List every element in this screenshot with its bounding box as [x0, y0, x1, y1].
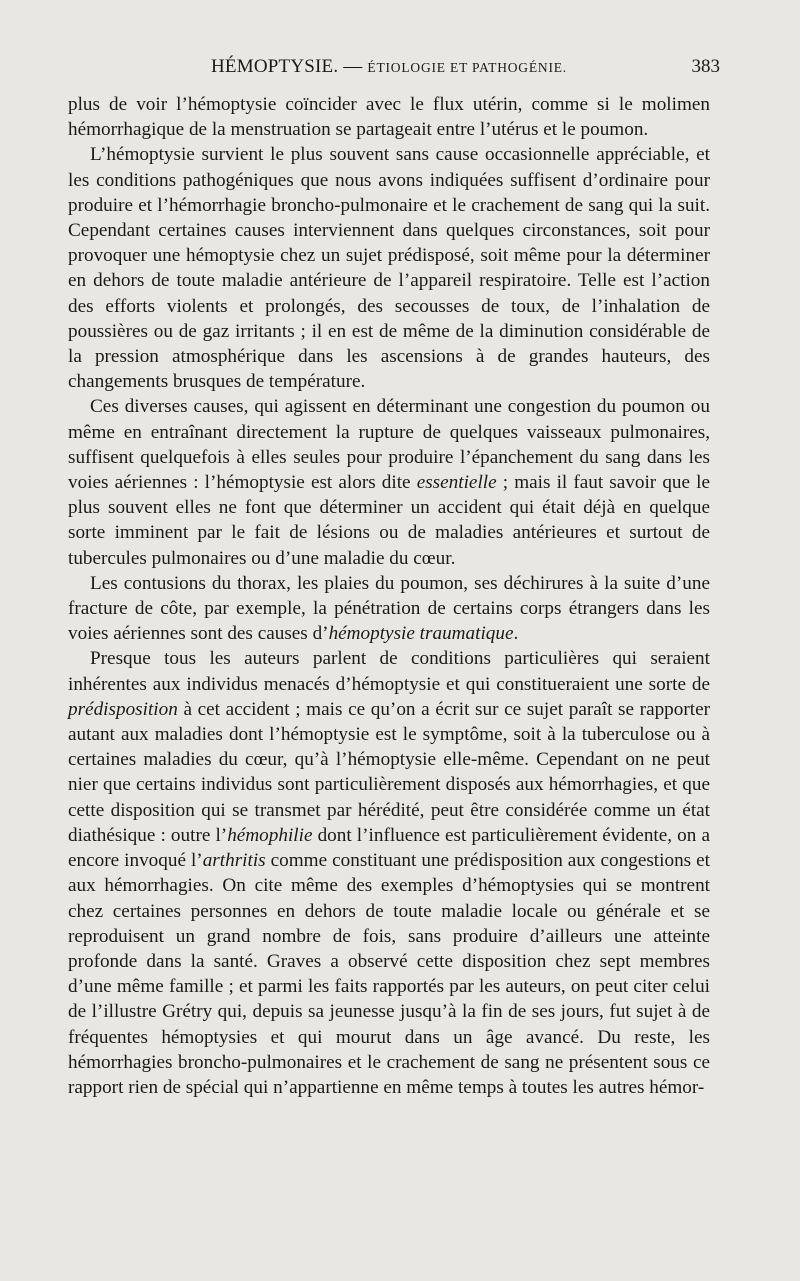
running-header: [68, 56, 720, 86]
page-number: 383: [691, 56, 720, 77]
body-text: [68, 92, 710, 1100]
text-segment: Presque tous les auteurs parlent de conditions particulières qui seraient inhérentes aux individus menacés d’hémoptysie et qui constitueraient une sorte de: [68, 648, 710, 695]
text-segment: L’hémoptysie survient le plus souvent sans cause occasionnelle appréciable, et les conditions pathogéniques que nous avons indiquées suffisent d’ordinaire pour produire et l’hémorrhagie broncho-pulmonaire et le crachement de sang qui la suit. Cependant certaines causes interviennent dans quelques circonstances, soit pour provoquer une hémoptysie chez un sujet prédisposé, soit même pour la déterminer en dehors de toute maladie antérieure de l’appareil respiratoire. Telle est l’action des efforts violents et prolongés, des secousses de toux, de l’inhalation de poussières ou de gaz irritants ; il en est de même de la diminution considérable de la pression atmosphérique dans les ascensions à de grandes hauteurs, des changements brusques de température.: [68, 144, 710, 393]
text-segment: plus de voir l’hémoptysie coïncider avec le flux utérin, comme si le molimen hémorrhagique de la menstruation se partageait entre l’utérus et le poumon.: [68, 94, 710, 141]
italic-term: prédisposition: [68, 698, 178, 720]
running-title-sub: ÉTIOLOGIE ET PATHOGÉNIE.: [367, 60, 567, 75]
paragraph: [68, 92, 710, 142]
paragraph: [68, 142, 710, 394]
italic-term: hémophilie: [227, 824, 313, 846]
text-segment: Les contusions du thorax, les plaies du poumon, ses déchirures à la suite d’une fracture de côte, par exemple, la pénétration de certains corps étrangers dans les voies aériennes sont des causes d’: [68, 572, 710, 645]
text-segment: ; mais il faut savoir que le plus souvent elles ne font que déterminer un accident qui était déjà en quelque sorte imminent par le fait de lésions ou de maladies antérieures et surtout de tubercules pulmonaires ou d’une maladie du cœur.: [68, 472, 710, 569]
italic-term: essentielle: [416, 472, 497, 494]
paragraph: [68, 571, 710, 647]
text-segment: à cet accident ; mais ce qu’on a écrit sur ce sujet paraît se rapporter autant aux maladies dont l’hémoptysie est le symptôme, soit à la tuberculose ou à certaines maladies du cœur, qu’à l’hémoptysie elle-même. Cependant on ne peut nier que certains individus sont particulièrement disposés aux hémorrhagies, et que cette disposition qui se transmet par hérédité, peut être considérée comme un état diathésique : outre l’: [68, 698, 710, 846]
paragraph: [68, 646, 710, 1100]
running-title: [68, 56, 710, 78]
text-segment: Ces diverses causes, qui agissent en déterminant une congestion du poumon ou même en entraînant directement la rupture de quelques vaisseaux pulmonaires, suffisent quelquefois à elles seules pour produire l’épanchement du sang dans les voies aériennes : l’hémoptysie est alors dite: [68, 396, 710, 494]
paragraph: [68, 394, 710, 570]
text-segment: dont l’influence est particulièrement évidente, on a encore invoqué l’: [68, 824, 710, 872]
text-segment: comme constituant une prédisposition aux congestions et aux hémorrhagies. On cite même des exemples d’hémoptysies qui se montrent chez certaines personnes en dehors de toute maladie locale ou générale et se reproduisent un grand nombre de fois, sans produire d’ailleurs une atteinte profonde dans la santé. Graves a observé cette disposition chez sept membres d’une même famille ; et parmi les faits rapportés par les auteurs, on peut citer celui de l’illustre Grétry qui, depuis sa jeunesse jusqu’à la fin de ses jours, fut sujet à de fréquentes hémoptysies et qui mourut dans un âge avancé. Du reste, les hémorrhagies broncho-pulmonaires et le crachement de sang ne présentent sous ce rapport rien de spécial qui n’appartienne en même temps à toutes les autres hémor-: [68, 850, 710, 1098]
text-segment: .: [513, 623, 519, 645]
italic-term: arthritis: [202, 850, 266, 872]
running-title-dash: —: [338, 56, 368, 77]
italic-term: hémoptysie traumatique: [328, 623, 514, 645]
running-title-main: HÉMOPTYSIE.: [211, 56, 339, 77]
